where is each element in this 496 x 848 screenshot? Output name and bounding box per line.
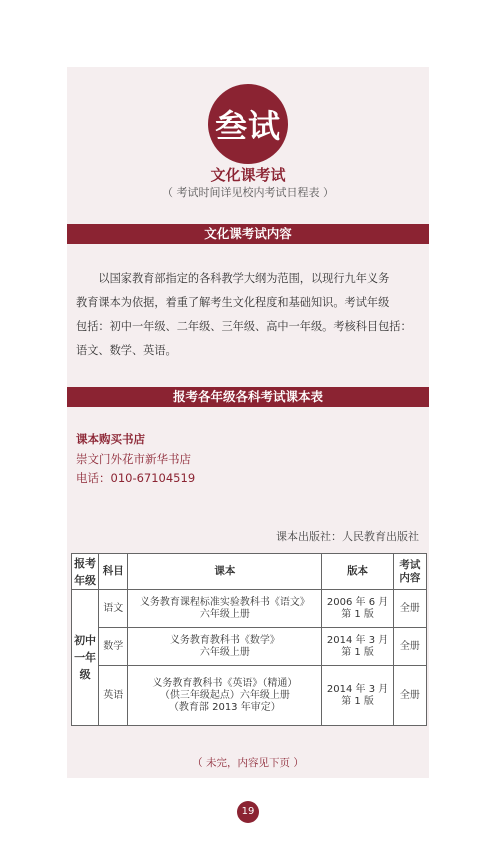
grade-cell: 初中一年级: [72, 590, 99, 726]
header-textbook: 课本: [128, 554, 322, 590]
textbook-cell: [128, 628, 322, 666]
page-number: 19: [237, 801, 259, 823]
subject-cell: 英语: [99, 666, 128, 726]
header-grade: 报考年级: [72, 554, 99, 590]
edition-line: 2014 年 3 月: [326, 683, 389, 695]
header-subject: 科目: [99, 554, 128, 590]
textbook-line: 六年级上册: [199, 646, 250, 658]
edition-cell: [322, 590, 393, 628]
publisher-note: 课本出版社：人民教育出版社: [276, 530, 419, 543]
textbook-cell: [128, 666, 322, 726]
paragraph-line: 包括：初中一年级、二年级、三年级、高中一年级。考核科目包括：: [76, 320, 412, 333]
table-row: [72, 666, 427, 726]
table-header-row: [72, 554, 427, 590]
section-header-content: 文化课考试内容: [67, 224, 429, 244]
edition-line: 第 1 版: [341, 695, 374, 707]
bookstore-heading: 课本购买书店: [76, 432, 145, 446]
edition-line: 第 1 版: [341, 608, 374, 620]
textbook-line: （供三年级起点）六年级上册: [159, 689, 290, 701]
continued-note: （ 未完，内容见下页 ）: [192, 757, 304, 769]
textbook-table: [71, 553, 427, 726]
page-title: 文化课考试: [210, 166, 286, 184]
content-cell: 全册: [393, 666, 426, 726]
edition-cell: [322, 628, 393, 666]
page-subtitle: （ 考试时间详见校内考试日程表 ）: [162, 186, 334, 199]
content-cell: 全册: [393, 628, 426, 666]
textbook-line: 义务教育课程标准实验教科书《语文》: [139, 596, 310, 608]
subject-cell: 数学: [99, 628, 128, 666]
subject-cell: 语文: [99, 590, 128, 628]
edition-line: 2014 年 3 月: [326, 634, 389, 646]
paragraph-line: 以国家教育部指定的各科教学大纲为范围，以现行九年义务: [76, 272, 390, 285]
edition-line: 2006 年 6 月: [326, 596, 389, 608]
section-header-textbooks: 报考各年级各科考试课本表: [67, 387, 429, 407]
textbook-cell: [128, 590, 322, 628]
textbook-line: 义务教育教科书《英语》（精通）: [152, 677, 298, 689]
table-row: [72, 628, 427, 666]
paragraph-line: 教育课本为依据，着重了解考生文化程度和基础知识。考试年级: [76, 296, 390, 309]
section-badge: 叁试: [208, 84, 288, 164]
edition-cell: [322, 666, 393, 726]
paragraph-line: 语文、数学、英语。: [76, 344, 177, 357]
table-row: [72, 590, 427, 628]
content-card: [67, 67, 429, 778]
header-edition: 版本: [322, 554, 393, 590]
bookstore-name: 崇文门外花市新华书店: [76, 451, 191, 466]
bookstore-info: [76, 430, 195, 489]
textbook-line: （教育部 2013 年审定）: [168, 701, 281, 713]
exam-content-paragraph: [76, 267, 422, 363]
content-cell: 全册: [393, 590, 426, 628]
textbook-line: 义务教育教科书《数学》: [169, 634, 280, 646]
header-content: 考试内容: [393, 554, 426, 590]
textbook-line: 六年级上册: [199, 608, 250, 620]
bookstore-phone: 电话：010-67104519: [76, 471, 196, 485]
edition-line: 第 1 版: [341, 646, 374, 658]
